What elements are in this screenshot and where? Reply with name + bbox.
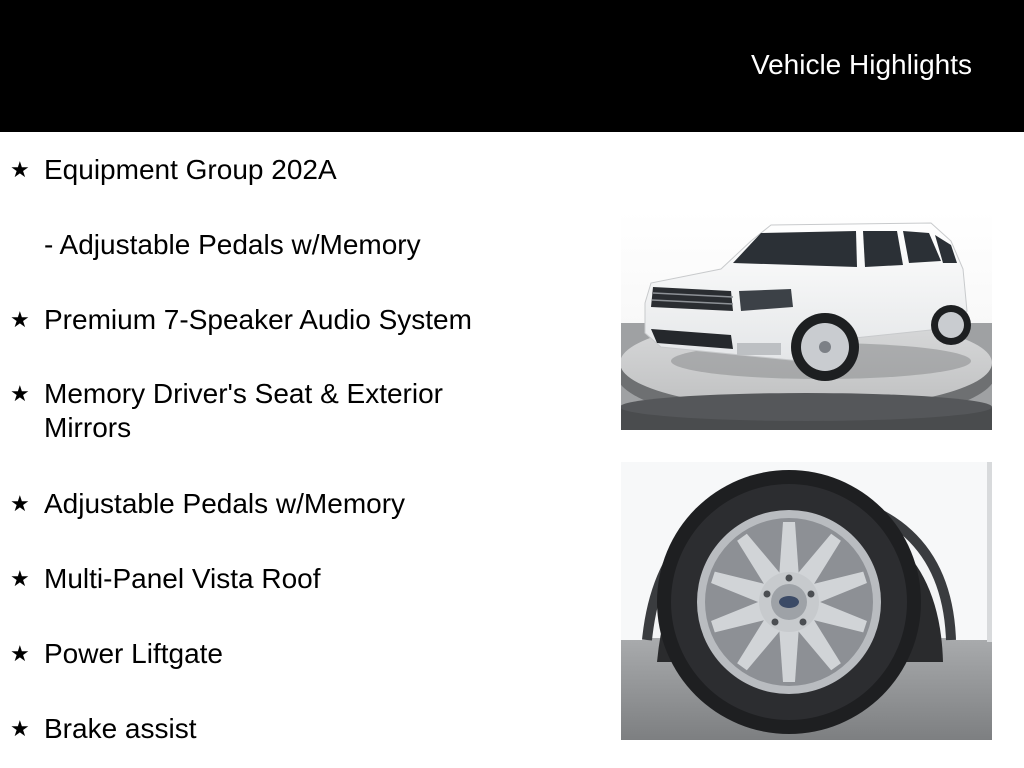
star-icon: ★	[10, 157, 30, 182]
wheel-photo	[621, 462, 992, 740]
highlight-text: Power Liftgate	[44, 638, 223, 669]
wheel-image	[621, 462, 992, 740]
suv-image	[621, 211, 992, 430]
star-icon: ★	[10, 307, 30, 332]
highlight-text: Adjustable Pedals w/Memory	[44, 488, 406, 519]
highlight-text: Brake assist	[44, 713, 197, 744]
highlight-text: Multi-Panel Vista Roof	[44, 563, 321, 594]
page-title: Vehicle Highlights	[750, 49, 972, 80]
star-icon: ★	[10, 641, 30, 666]
highlight-subtext: - Adjustable Pedals w/Memory	[44, 229, 421, 260]
vehicle-photo	[621, 211, 992, 430]
highlight-text: Premium 7-Speaker Audio System	[44, 304, 472, 335]
star-icon: ★	[10, 566, 30, 591]
star-icon: ★	[10, 716, 30, 741]
star-icon: ★	[10, 491, 30, 516]
star-icon: ★	[10, 381, 30, 406]
highlight-text: Equipment Group 202A	[44, 154, 337, 185]
highlight-text: Memory Driver's Seat & Exterior Mirrors	[44, 378, 443, 443]
